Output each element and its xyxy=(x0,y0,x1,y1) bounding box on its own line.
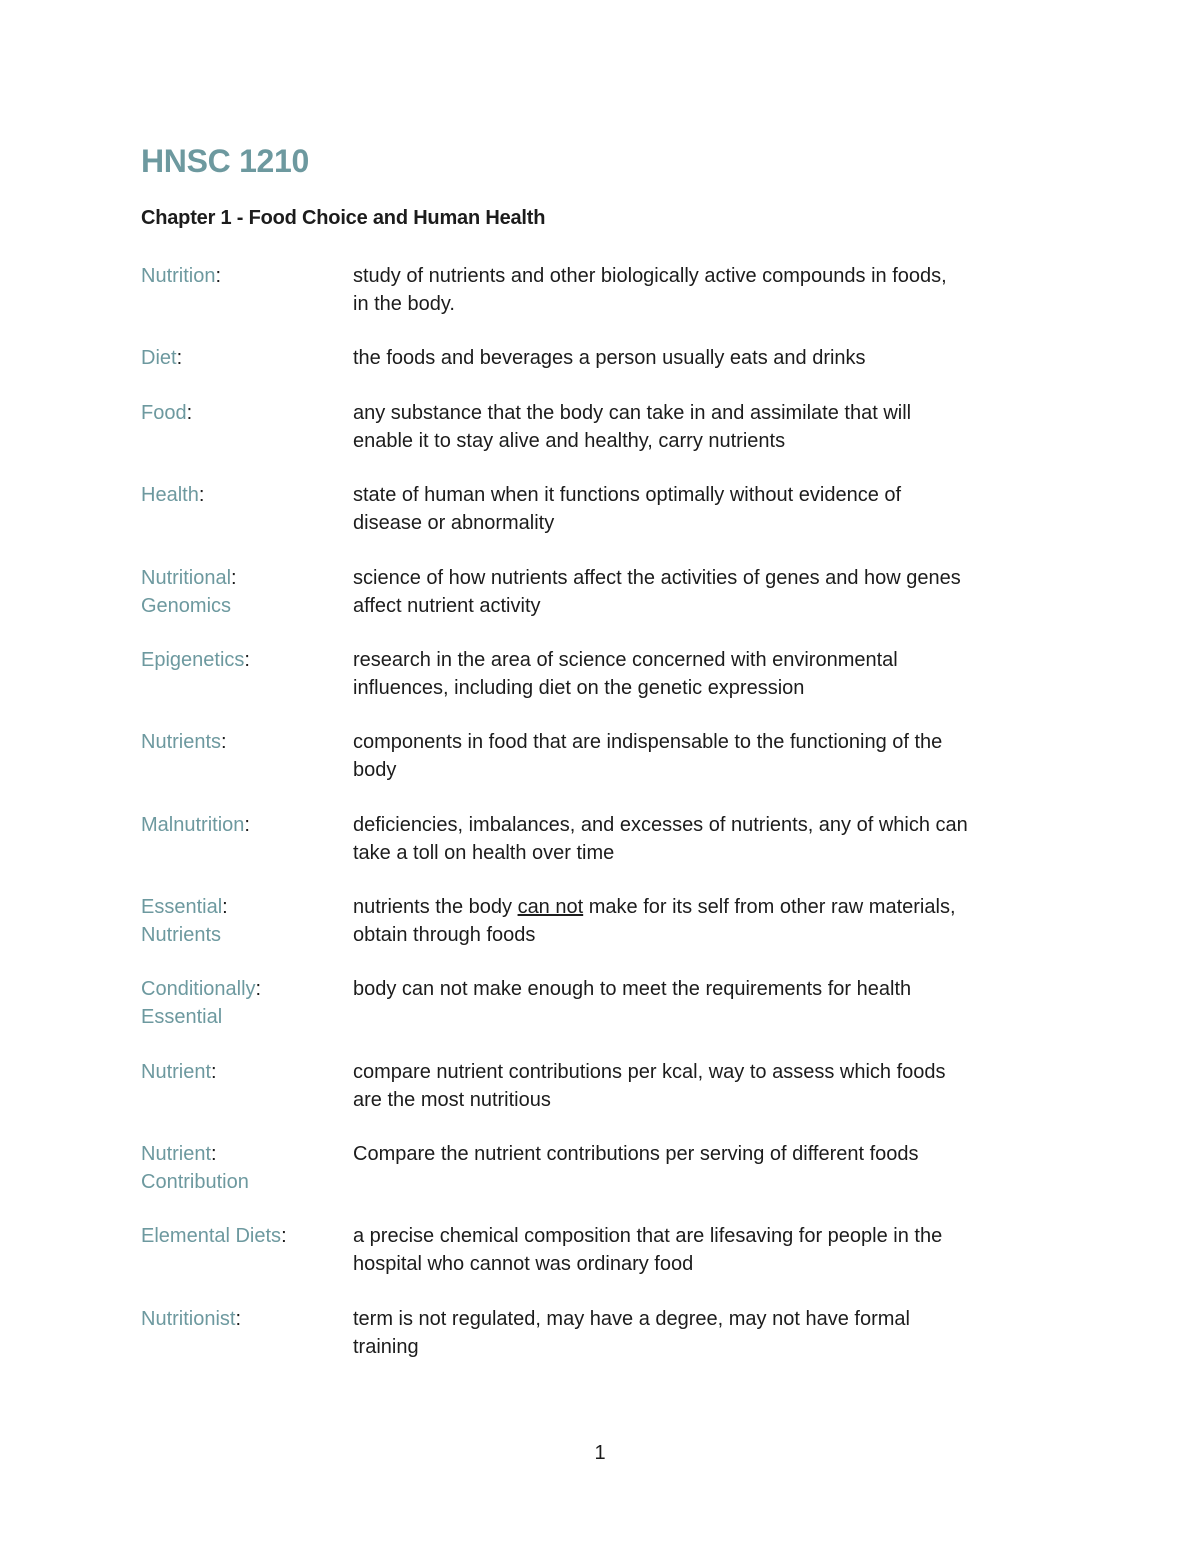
glossary-definition-line: take a toll on health over time xyxy=(353,841,615,864)
glossary-definition xyxy=(353,1306,1063,1361)
glossary-term-line: Nutrients: xyxy=(141,731,227,753)
glossary-term-line: Genomics xyxy=(141,594,232,617)
glossary-definition-line: components in food that are indispensable to the functioning of the xyxy=(353,731,943,753)
glossary-term xyxy=(141,894,341,949)
glossary-definition xyxy=(353,345,1063,373)
glossary-term xyxy=(141,482,341,510)
glossary-definition xyxy=(353,400,1063,455)
glossary-definition-line: body xyxy=(353,758,397,781)
glossary-definition-line: obtain through foods xyxy=(353,923,536,946)
glossary-definition-line: state of human when it functions optimally without evidence of xyxy=(353,484,902,506)
glossary-term-line: Essential: xyxy=(141,896,228,918)
glossary-term xyxy=(141,1059,341,1087)
glossary-term xyxy=(141,345,341,373)
glossary-definition-line: term is not regulated, may have a degree, may not have formal xyxy=(353,1308,910,1330)
glossary-term-line: Health: xyxy=(141,484,205,506)
glossary-term xyxy=(141,1306,341,1334)
glossary-term-line: Nutrients xyxy=(141,923,222,946)
glossary-definition-line: affect nutrient activity xyxy=(353,594,541,617)
glossary-term xyxy=(141,400,341,428)
glossary-term-line: Nutritional: xyxy=(141,567,237,589)
page-title: HNSC 1210 xyxy=(141,143,310,179)
glossary-term-line: Nutrient: xyxy=(141,1061,217,1083)
glossary-definition-line: a precise chemical composition that are lifesaving for people in the xyxy=(353,1225,943,1247)
glossary-term-line: Nutrient: xyxy=(141,1143,217,1165)
glossary-term xyxy=(141,565,341,620)
glossary-definition-line: research in the area of science concerned with environmental xyxy=(353,649,898,671)
glossary-definition-line: training xyxy=(353,1335,419,1358)
glossary-definition-line: enable it to stay alive and healthy, carry nutrients xyxy=(353,429,786,452)
glossary-term xyxy=(141,1141,341,1196)
glossary-definition-line: deficiencies, imbalances, and excesses of nutrients, any of which can xyxy=(353,814,968,836)
chapter-title: Chapter 1 - Food Choice and Human Health xyxy=(141,207,546,229)
page-number: 1 xyxy=(594,1442,606,1464)
glossary-definition xyxy=(353,1223,1063,1278)
glossary-definition-line: Compare the nutrient contributions per serving of different foods xyxy=(353,1143,919,1165)
glossary-definition xyxy=(353,729,1063,784)
glossary-term xyxy=(141,976,341,1031)
glossary-term-line: Essential xyxy=(141,1005,223,1028)
glossary-term-line: Food: xyxy=(141,402,193,424)
glossary-definition-line: compare nutrient contributions per kcal, way to assess which foods xyxy=(353,1061,946,1083)
glossary-definition-line: in the body. xyxy=(353,292,455,315)
glossary-definition-line: study of nutrients and other biologically active compounds in foods, xyxy=(353,265,947,287)
glossary-definition xyxy=(353,1059,1063,1114)
glossary-term xyxy=(141,263,341,291)
glossary-definition xyxy=(353,263,1063,318)
glossary-term xyxy=(141,647,341,675)
glossary-term-line: Contribution xyxy=(141,1170,249,1193)
glossary-definition-line: disease or abnormality xyxy=(353,511,555,534)
glossary-definition-line: any substance that the body can take in and assimilate that will xyxy=(353,402,912,424)
glossary-term-line: Nutritionist: xyxy=(141,1308,242,1330)
glossary-term-line: Diet: xyxy=(141,347,183,369)
glossary-definition xyxy=(353,1141,1063,1169)
glossary-term xyxy=(141,812,341,840)
glossary-term xyxy=(141,729,341,757)
glossary-definition xyxy=(353,976,1063,1004)
glossary-definition-line: body can not make enough to meet the requirements for health xyxy=(353,978,912,1000)
glossary-term xyxy=(141,1223,341,1251)
glossary-definition-line: hospital who cannot was ordinary food xyxy=(353,1252,694,1275)
glossary-definition xyxy=(353,812,1063,867)
glossary-definition-line: are the most nutritious xyxy=(353,1088,551,1111)
glossary-definition xyxy=(353,482,1063,537)
glossary-definition xyxy=(353,894,1063,949)
glossary-definition-line: the foods and beverages a person usually eats and drinks xyxy=(353,347,866,369)
glossary-definition xyxy=(353,565,1063,620)
glossary-term-line: Conditionally: xyxy=(141,978,262,1000)
underlined-text: can not xyxy=(517,896,584,918)
glossary-definition-line: influences, including diet on the genetic expression xyxy=(353,676,805,699)
glossary-definition-line: nutrients the body can not make for its self from other raw materials, xyxy=(353,896,956,918)
glossary-term-line: Elemental Diets: xyxy=(141,1225,287,1247)
glossary-term-line: Epigenetics: xyxy=(141,649,250,671)
glossary-term-line: Malnutrition: xyxy=(141,814,250,836)
glossary-definition xyxy=(353,647,1063,702)
glossary-term-line: Nutrition: xyxy=(141,265,222,287)
glossary-definition-line: science of how nutrients affect the activities of genes and how genes xyxy=(353,567,961,589)
